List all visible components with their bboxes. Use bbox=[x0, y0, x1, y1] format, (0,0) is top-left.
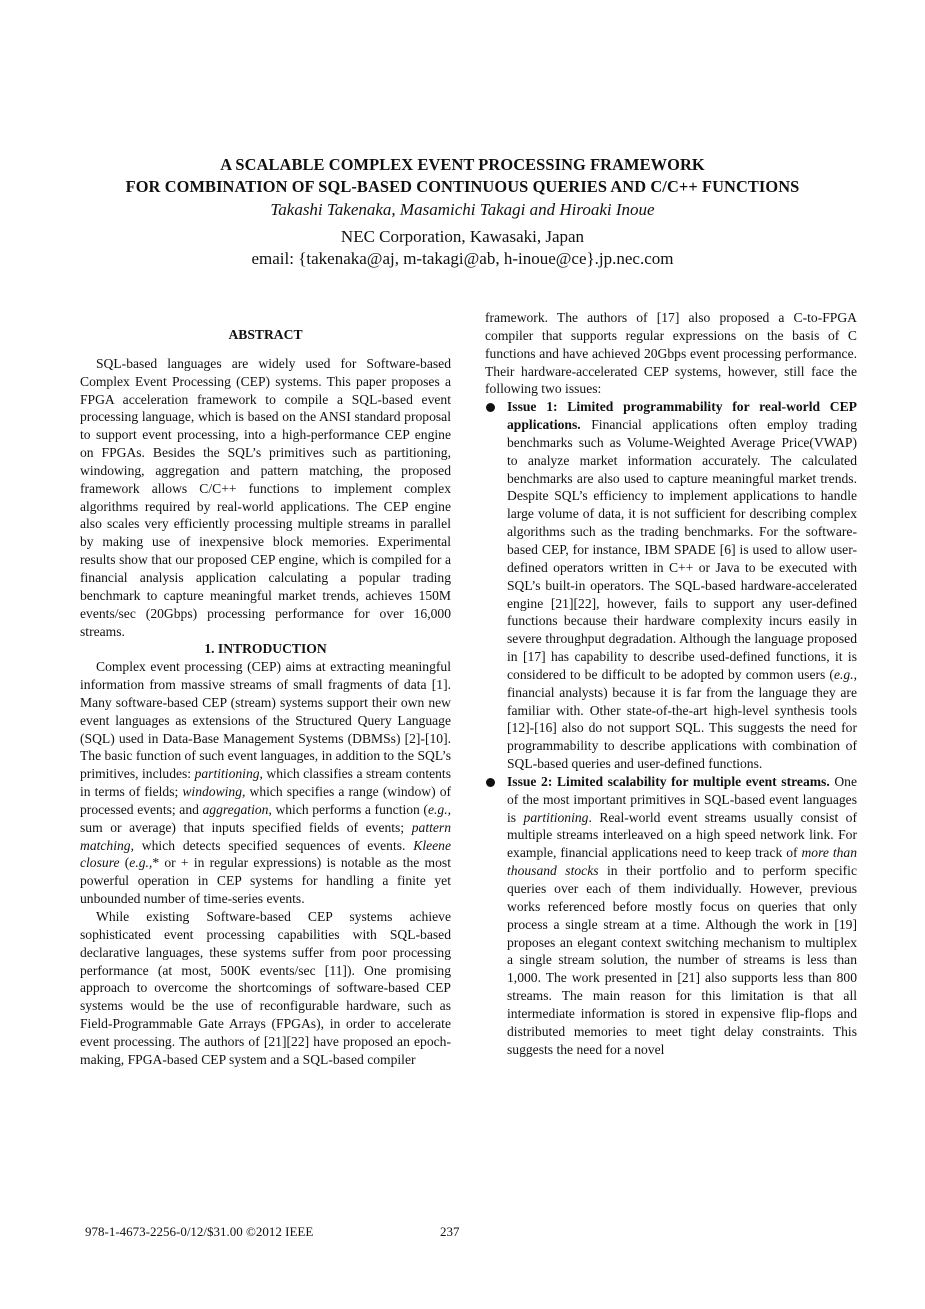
page-number: 237 bbox=[440, 1224, 460, 1239]
bullet-dot-icon bbox=[486, 778, 495, 787]
issue-2-heading: Issue 2: Limited scalability for multiple event streams. bbox=[507, 773, 830, 789]
right-column bbox=[485, 309, 857, 1058]
intro-paragraph-continued: framework. The authors of [17] also proposed a C-to-FPGA compiler that supports regular expressions on the basis of C functions and have achieved 20Gbps event processing performance. Their hardware-accelerated CEP systems, however, still face the following two issues: bbox=[485, 310, 857, 397]
bullet-dot-icon bbox=[486, 403, 495, 412]
issue-1-heading: Issue 1: Limited programmability for real-world CEP applications. bbox=[507, 399, 857, 433]
issue-1-item: Issue 1: Limited programmability for real-world CEP applications. Financial applications often employ trading benchmarks such as Volume-Weighted Average Price(VWAP) to analyze market information accurately. The calculated benchmarks are also used to capture meaningful market trends. Despite SQL’s efficiency to implement applications to handle large volume of data, it is not sufficient for describing complex algorithms such as the trading benchmarks. For the software-based CEP, for instance, IBM SPADE [6] is used to allow user-defined operators written in C++ or Java to be executed with SQL’s built-in operators. The SQL-based hardware-accelerated engine [21][22], however, fails to support any user-defined functions because their hardware complexity incurs easily in severe throughput degradation. Although the language proposed in [17] has capability to describe used-defined functions, it is considered to be difficult to be adopted by common users (e.g., financial analysts) because it is far from the language they are familiar with. Other state-of-the-art high-level synthesis tools [12]-[16] also do not support SQL. This suggests the need for programmability to describe applications with combination of SQL-based queries and user-defined functions. bbox=[485, 398, 857, 773]
left-column bbox=[80, 326, 451, 1069]
paper-header bbox=[0, 154, 925, 270]
introduction-heading: 1. INTRODUCTION bbox=[204, 641, 327, 657]
abstract-text: SQL-based languages are widely used for Software-based Complex Event Processing (CEP) systems. This paper proposes a FPGA acceleration framework to compile a SQL-based event processing language, which is based on the ANSI standard proposal to support event processing, into a high-performance CEP engine on FPGAs. Besides the SQL’s primitives such as partitioning, windowing, aggregation and pattern matching, the proposed framework allows C/C++ functions to implement complex algorithms required by real-world applications. The CEP engine also scales very efficiently processing multiple streams in parallel by making use of inexpensive block memories. Experimental results show that our proposed CEP engine, which is compiled for a financial analysis application calculating a popular trading benchmark to capture meaningful market trends, achieves 150M events/sec (20Gbps) processing performance for over 16,000 streams. bbox=[80, 355, 451, 639]
intro-paragraph-2: While existing Software-based CEP systems achieve sophisticated event processing capabilities with SQL-based declarative languages, these systems suffer from poor processing performance (at most, 500K events/sec [11]). One promising approach to overcome the shortcomings of software-based CEP systems would be the use of reconfigurable hardware, such as Field-Programmable Gate Arrays (FPGAs), in order to accelerate event processing. The authors of [21][22] have proposed an epoch-making, FPGA-based CEP system and a SQL-based compiler bbox=[80, 909, 451, 1067]
intro-paragraph-1: Complex event processing (CEP) aims at extracting meaningful information from massive streams of small fragments of data [1]. Many software-based CEP (stream) systems support their own new event languages as extensions of the Structured Query Language (SQL) used in Data-Base Management Systems (DBMSs) [2]-[10]. The basic function of such event languages, in addition to the SQL’s primitives, includes: partitioning, which classifies a stream contents in terms of fields; windowing, which specifies a range (window) of processed events; and aggregation, which performs a function (e.g., sum or average) that inputs specified fields of events; pattern matching, which detects specified sequences of events. Kleene closure (e.g.,* or + in regular expressions) is notable as the most powerful operation in CEP systems for handling a finite yet unbounded number of time-series events. bbox=[80, 659, 452, 907]
paper-title-line-2: FOR COMBINATION OF SQL-BASED CONTINUOUS QUERIES AND C/C++ FUNCTIONS bbox=[125, 177, 800, 196]
paper-email: email: {takenaka@aj, m-takagi@ab, h-inoue@ce}.jp.nec.com bbox=[251, 249, 674, 268]
paper-title-line-1: A SCALABLE COMPLEX EVENT PROCESSING FRAMEWORK bbox=[220, 155, 705, 174]
paper-affiliation: NEC Corporation, Kawasaki, Japan bbox=[340, 227, 585, 246]
page-footer bbox=[85, 1224, 460, 1240]
footer-isbn: 978-1-4673-2256-0/12/$31.00 ©2012 IEEE bbox=[85, 1224, 314, 1239]
paper-authors: Takashi Takenaka, Masamichi Takagi and Hiroaki Inoue bbox=[270, 200, 655, 219]
issue-2-item: Issue 2: Limited scalability for multiple event streams. One of the most important primitives in SQL-based event languages is partitioning. Real-world event streams usually consist of multiple streams interleaved on a high speed network link. For example, financial applications need to keep track of more than thousand stocks in their portfolio and to perform specific queries over each of them individually. However, previous works referenced before mostly focus on queries that only process a single stream at a time. Although the work in [19] proposes an elegant context switching mechanism to multiplex a single stream solution, the number of streams is less than 1,000. The work presented in [21] also supports less than 800 streams. The main reason for this limitation is that all intermediate information is stored in expensive flip-flops and distributed memories to meet tight delay constraints. This suggests the need for a novel bbox=[485, 773, 857, 1059]
abstract-heading: ABSTRACT bbox=[228, 327, 303, 342]
